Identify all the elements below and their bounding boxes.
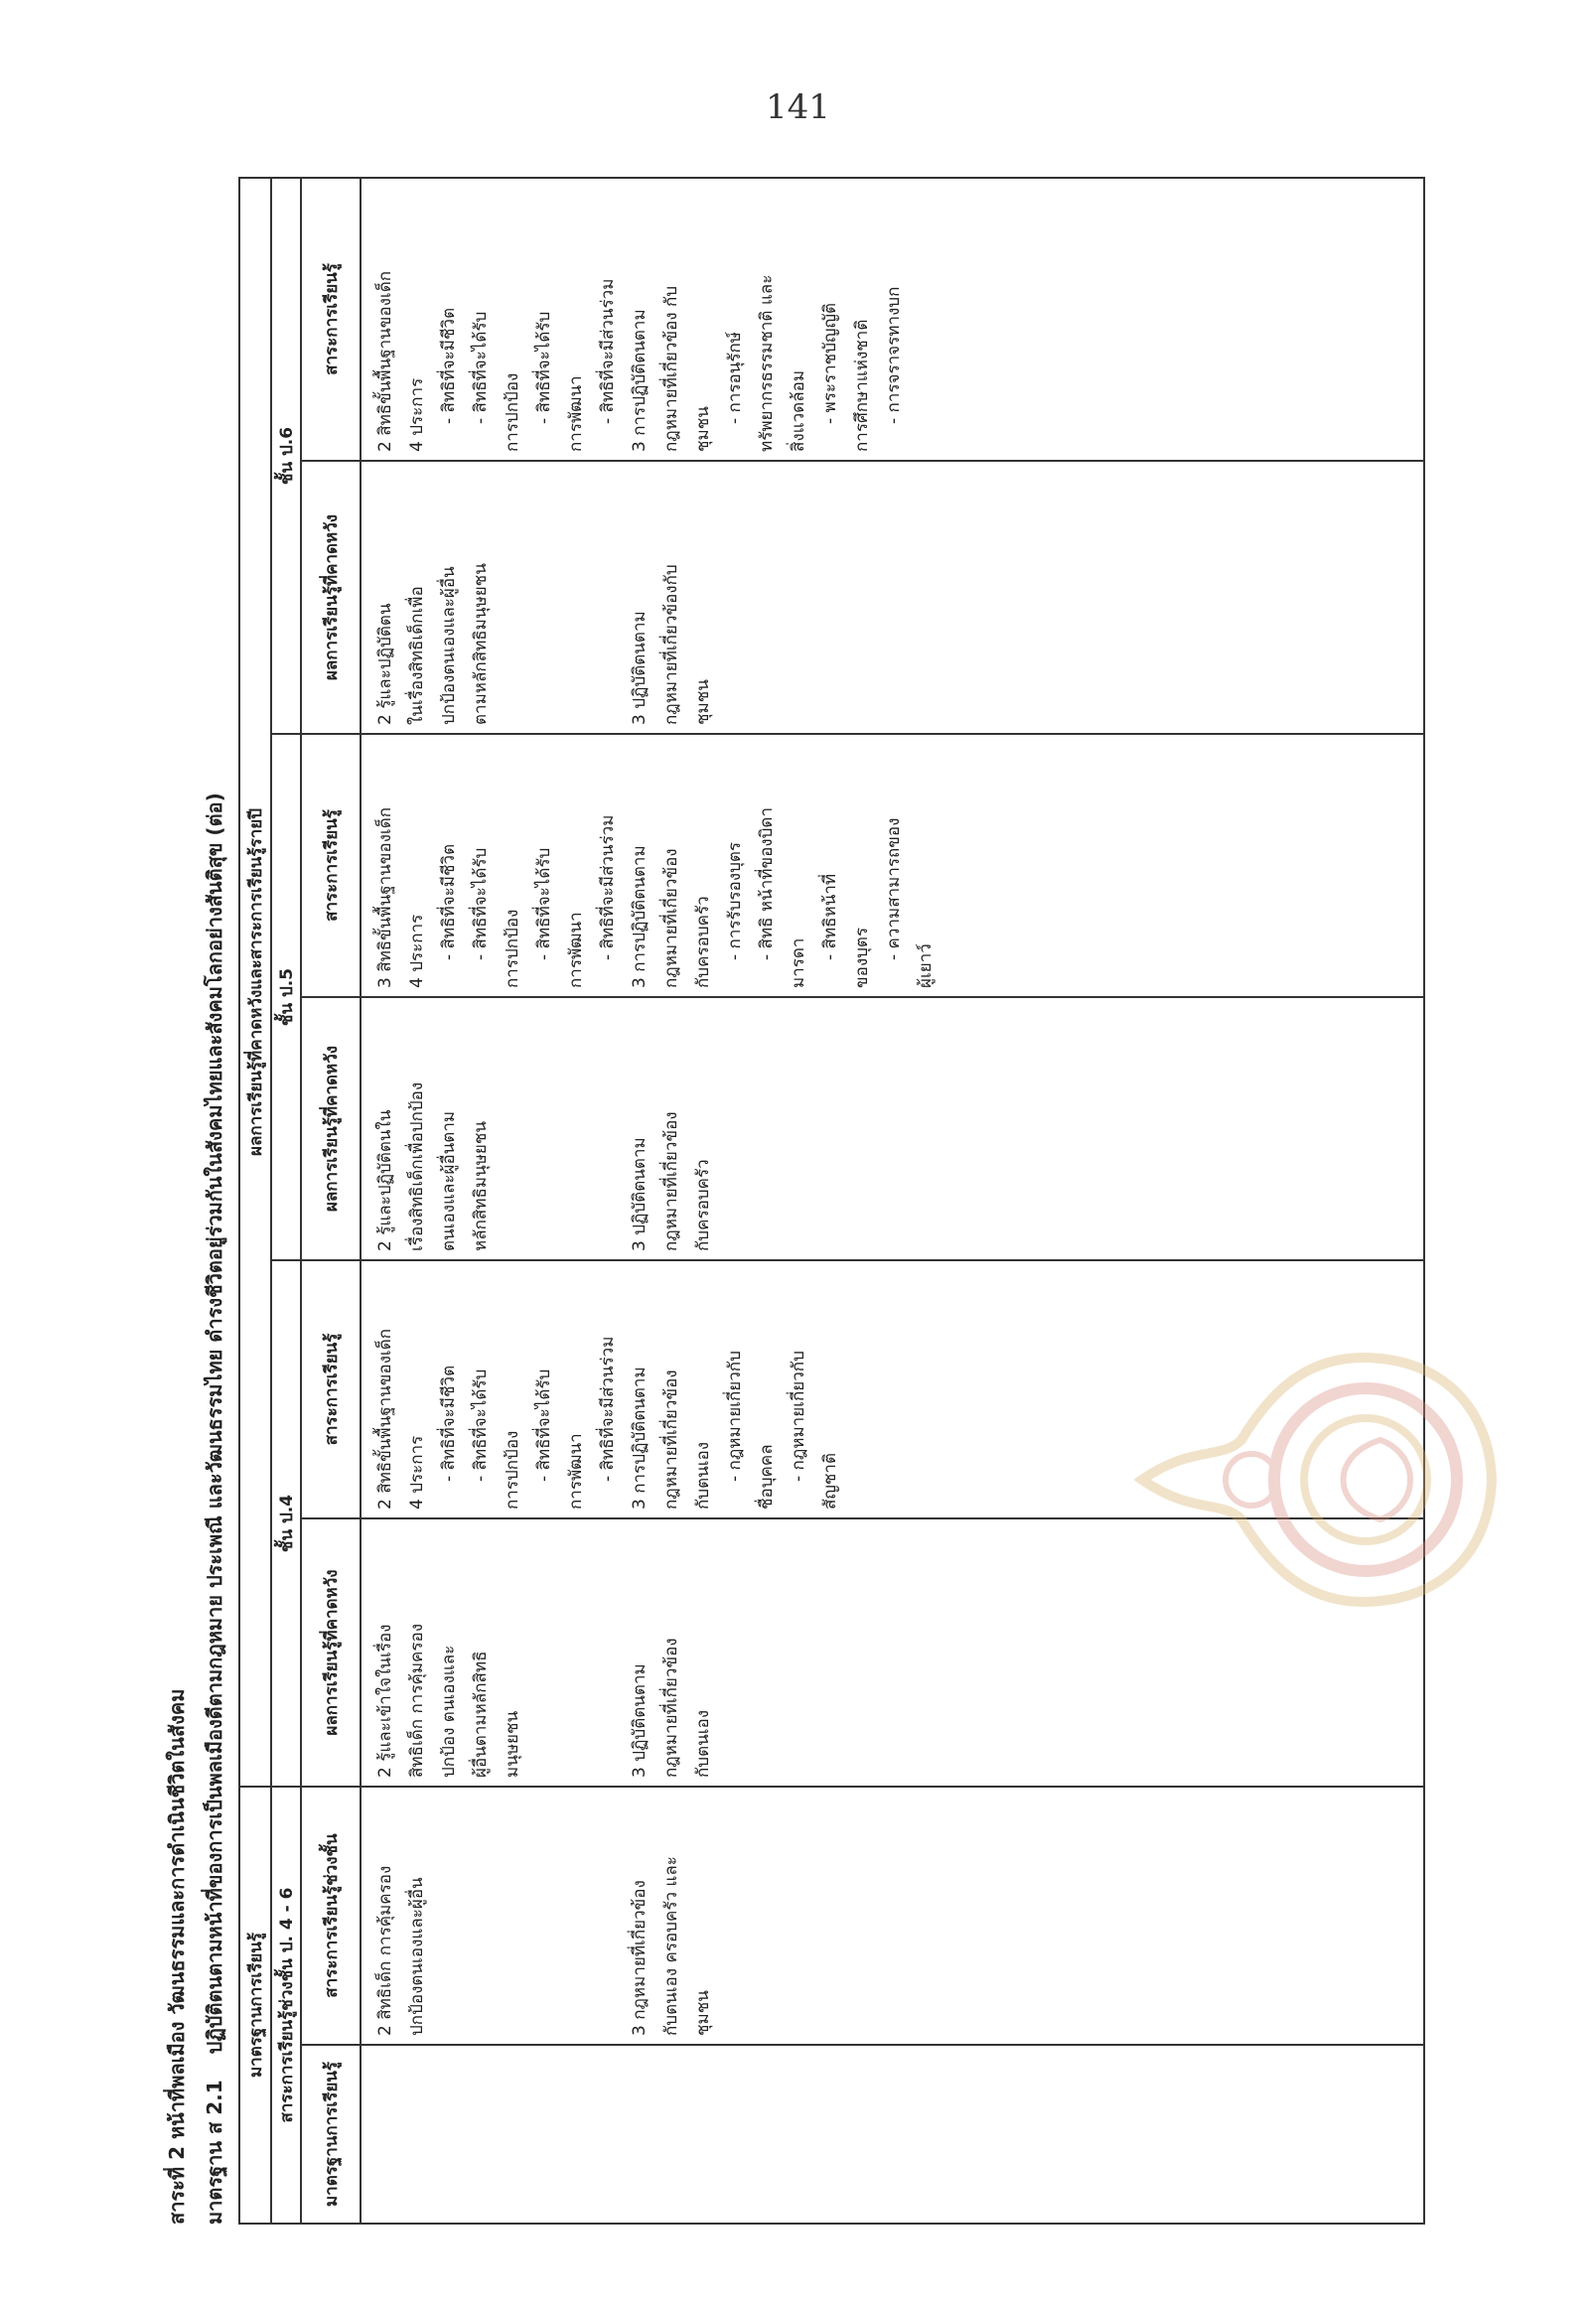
header-expected-group: ผลการเรียนรู้ที่คาดหวังและสาระการเรียนรู้รายปี xyxy=(239,178,271,1787)
cell-line: ตามหลักสิทธิมนุษยชน xyxy=(471,563,491,725)
col-p5-outcome: ผลการเรียนรู้ที่คาดหวัง xyxy=(301,997,361,1260)
cell-p5-outcome xyxy=(361,997,1424,1260)
cell-line: 3 การปฏิบัติตนตาม xyxy=(630,309,650,452)
header-standard-group: มาตรฐานการเรียนรู้ xyxy=(239,1787,271,2224)
cell-line xyxy=(560,1527,592,1778)
cell-line: การพัฒนา xyxy=(566,375,586,452)
cell-line: - พระราชบัญญัติ xyxy=(820,302,840,424)
cell-line: - การอนุรักษ์ xyxy=(725,332,745,424)
standard-code: มาตรฐาน ส 2.1 xyxy=(203,2080,226,2225)
cell-line: การพัฒนา xyxy=(566,1433,586,1510)
cell-line: ชุมชน xyxy=(693,679,713,725)
cell-line: มนุษยชน xyxy=(503,1710,522,1778)
cell-line: - สิทธิที่จะได้รับ xyxy=(534,1368,554,1482)
cell-line: 2 สิทธิขั้นพื้นฐานของเด็ก xyxy=(375,270,395,452)
cell-line: - กฎหมายเกี่ยวกับ xyxy=(725,1351,745,1482)
cell-range-content xyxy=(361,1787,1424,2045)
cell-line xyxy=(497,470,528,725)
header-grade-p6: ชั้น ป.6 xyxy=(271,178,301,734)
cell-line: - สิทธิที่จะได้รับ xyxy=(471,847,491,960)
cell-line: ปกป้องตนเองและผู้อื่น xyxy=(407,1877,427,2036)
cell-line: - สิทธิที่จะมีส่วนร่วม xyxy=(598,1336,618,1482)
cell-line: 2 รู้และเข้าใจในเรื่อง xyxy=(375,1624,395,1778)
cell-p6-content xyxy=(361,178,1424,461)
cell-line xyxy=(592,1796,624,2036)
cell-line: ตนเองและผู้อื่นตาม xyxy=(439,1110,459,1251)
title-block xyxy=(159,179,228,2225)
cell-line: ผู้เยาว์ xyxy=(916,943,936,988)
cell-line xyxy=(497,1006,528,1251)
cell-line: การปกป้อง xyxy=(503,909,522,988)
page-number: 141 xyxy=(766,87,830,127)
cell-line: 2 รู้และปฏิบัติตนใน xyxy=(375,1109,395,1251)
cell-line: - สิทธิที่จะได้รับ xyxy=(534,847,554,960)
strand-title: สาระที่ 2 หน้าที่พลเมือง วัฒนธรรมและการดำเนินชีวิตในสังคม xyxy=(165,1688,189,2225)
cell-line: 2 สิทธิขั้นพื้นฐานของเด็ก xyxy=(375,1328,395,1510)
cell-line: - การจราจรทางบก xyxy=(884,286,904,424)
cell-line: - สิทธิที่จะได้รับ xyxy=(471,1368,491,1482)
cell-line: ผู้อื่นตามหลักสิทธิ xyxy=(471,1651,491,1778)
cell-line: สิ่งแวดล้อม xyxy=(789,369,808,452)
cell-line: 3 ปฏิบัติตนตาม xyxy=(630,611,650,725)
cell-line: ชุมชน xyxy=(693,406,713,452)
cell-p5-content xyxy=(361,734,1424,997)
cell-line: มารดา xyxy=(789,937,808,988)
cell-line: ปกป้องตนเองและผู้อื่น xyxy=(439,566,459,725)
cell-line: - สิทธิที่จะได้รับ xyxy=(471,311,491,424)
cell-line xyxy=(465,1796,497,2036)
cell-line xyxy=(433,1796,465,2036)
cell-line xyxy=(560,1006,592,1251)
col-standard: มาตรฐานการเรียนรู้ xyxy=(301,2045,361,2224)
cell-line xyxy=(592,470,624,725)
emblem-seal-icon xyxy=(1132,1341,1500,1619)
cell-line: 3 ปฏิบัติตนตาม xyxy=(630,1663,650,1778)
cell-p6-outcome xyxy=(361,461,1424,734)
cell-line xyxy=(528,1796,560,2036)
cell-line xyxy=(528,470,560,725)
cell-line: - สิทธิที่จะมีส่วนร่วม xyxy=(598,278,618,424)
cell-line xyxy=(560,1796,592,2036)
cell-line: ทรัพยากรธรรมชาติ และ xyxy=(757,274,777,452)
cell-line: กฎหมายที่เกี่ยวข้อง xyxy=(661,1638,681,1778)
cell-line: - สิทธิที่จะมีชีวิต xyxy=(439,843,459,960)
cell-line xyxy=(497,1796,528,2036)
cell-line: กับตนเอง xyxy=(693,1441,713,1510)
cell-line: ชื่อบุคคล xyxy=(757,1444,777,1510)
cell-line: การปกป้อง xyxy=(503,372,522,452)
col-p6-content: สาระการเรียนรู้ xyxy=(301,178,361,461)
cell-line xyxy=(592,1006,624,1251)
cell-line: กับตนเอง xyxy=(693,1709,713,1778)
header-grade-p5: ชั้น ป.5 xyxy=(271,734,301,1260)
cell-line: หลักสิทธิมนุษยชน xyxy=(471,1120,491,1251)
col-p6-outcome: ผลการเรียนรู้ที่คาดหวัง xyxy=(301,461,361,734)
curriculum-table xyxy=(238,177,1425,2225)
cell-line: สัญชาติ xyxy=(820,1453,840,1510)
col-range-content: สาระการเรียนรู้ช่วงชั้น xyxy=(301,1787,361,2045)
col-p4-content: สาระการเรียนรู้ xyxy=(301,1260,361,1518)
col-p4-outcome: ผลการเรียนรู้ที่คาดหวัง xyxy=(301,1518,361,1787)
cell-line xyxy=(592,1527,624,1778)
cell-line: กับตนเอง ครอบครัว และ xyxy=(661,1856,681,2036)
cell-line: 3 การปฏิบัติตนตาม xyxy=(630,1367,650,1510)
cell-line xyxy=(560,470,592,725)
cell-line: 2 สิทธิเด็ก การคุ้มครอง xyxy=(375,1865,395,2036)
cell-line xyxy=(528,1527,560,1778)
cell-line: การปกป้อง xyxy=(503,1430,522,1510)
cell-line: 3 การปฏิบัติตนตาม xyxy=(630,845,650,988)
cell-line: 2 รู้และปฏิบัติตน xyxy=(375,603,395,725)
cell-line: กับครอบครัว xyxy=(693,896,713,988)
cell-line: กฎหมายที่เกี่ยวข้องกับ xyxy=(661,564,681,725)
cell-line: กฎหมายที่เกี่ยวข้อง xyxy=(661,1111,681,1251)
cell-line: - สิทธิ หน้าที่ของบิดา xyxy=(757,807,777,960)
cell-line: สิทธิเด็ก การคุ้มครอง xyxy=(407,1623,427,1778)
cell-line: - กฎหมายเกี่ยวกับ xyxy=(789,1351,808,1482)
cell-line: เรื่องสิทธิเด็กเพื่อปกป้อง xyxy=(407,1081,427,1251)
cell-line: - สิทธิที่จะมีชีวิต xyxy=(439,307,459,424)
cell-line: - การรับรองบุตร xyxy=(725,841,745,960)
cell-line: 3 กฎหมายที่เกี่ยวข้อง xyxy=(630,1880,650,2036)
cell-line xyxy=(528,1006,560,1251)
cell-line: กฎหมายที่เกี่ยวข้อง xyxy=(661,1369,681,1510)
col-p5-content: สาระการเรียนรู้ xyxy=(301,734,361,997)
cell-line: - สิทธิที่จะมีชีวิต xyxy=(439,1365,459,1482)
header-standard-sub: สาระการเรียนรู้ช่วงชั้น ป. 4 - 6 xyxy=(271,1787,301,2224)
cell-line: 4 ประการ xyxy=(407,1435,427,1510)
standard-title xyxy=(199,792,230,2225)
cell-line: 4 ประการ xyxy=(407,377,427,452)
cell-line: ปกป้อง ตนเองและ xyxy=(439,1645,459,1778)
cell-line: - สิทธิที่จะได้รับ xyxy=(534,311,554,424)
header-grade-p4: ชั้น ป.4 xyxy=(271,1260,301,1787)
rotated-content xyxy=(159,179,1430,2225)
cell-line: กฎหมายที่เกี่ยวข้อง กับ xyxy=(661,285,681,452)
cell-line: การพัฒนา xyxy=(566,912,586,988)
standard-text: ปฏิบัติตนตามหน้าที่ของการเป็นพลเมืองดีตามกฎหมาย ประเพณี และวัฒนธรรมไทย ดำรงชีวิตอยู่ร่วมกันในสังคมไทยและสังคมโลกอย่างสันติสุข (ต่อ) xyxy=(203,792,226,2055)
cell-line: 3 ปฏิบัติตนตาม xyxy=(630,1137,650,1251)
cell-line: ชุมชน xyxy=(693,1990,713,2036)
cell-line: - สิทธิหน้าที่ xyxy=(820,873,840,960)
table-row xyxy=(361,178,1424,2224)
cell-line: กับครอบครัว xyxy=(693,1159,713,1251)
cell-line: - สิทธิที่จะมีส่วนร่วม xyxy=(598,814,618,960)
cell-line: ของบุตร xyxy=(852,927,872,988)
cell-line: ในเรื่องสิทธิเด็กเพื่อ xyxy=(407,586,427,725)
cell-line: 3 สิทธิขั้นพื้นฐานของเด็ก xyxy=(375,806,395,988)
cell-line: - ความสามารถของ xyxy=(884,817,904,960)
cell-standard xyxy=(361,2045,1424,2224)
cell-line: การศึกษาแห่งชาติ xyxy=(852,319,872,452)
cell-line: กฎหมายที่เกี่ยวข้อง xyxy=(661,848,681,988)
cell-line: 4 ประการ xyxy=(407,914,427,988)
